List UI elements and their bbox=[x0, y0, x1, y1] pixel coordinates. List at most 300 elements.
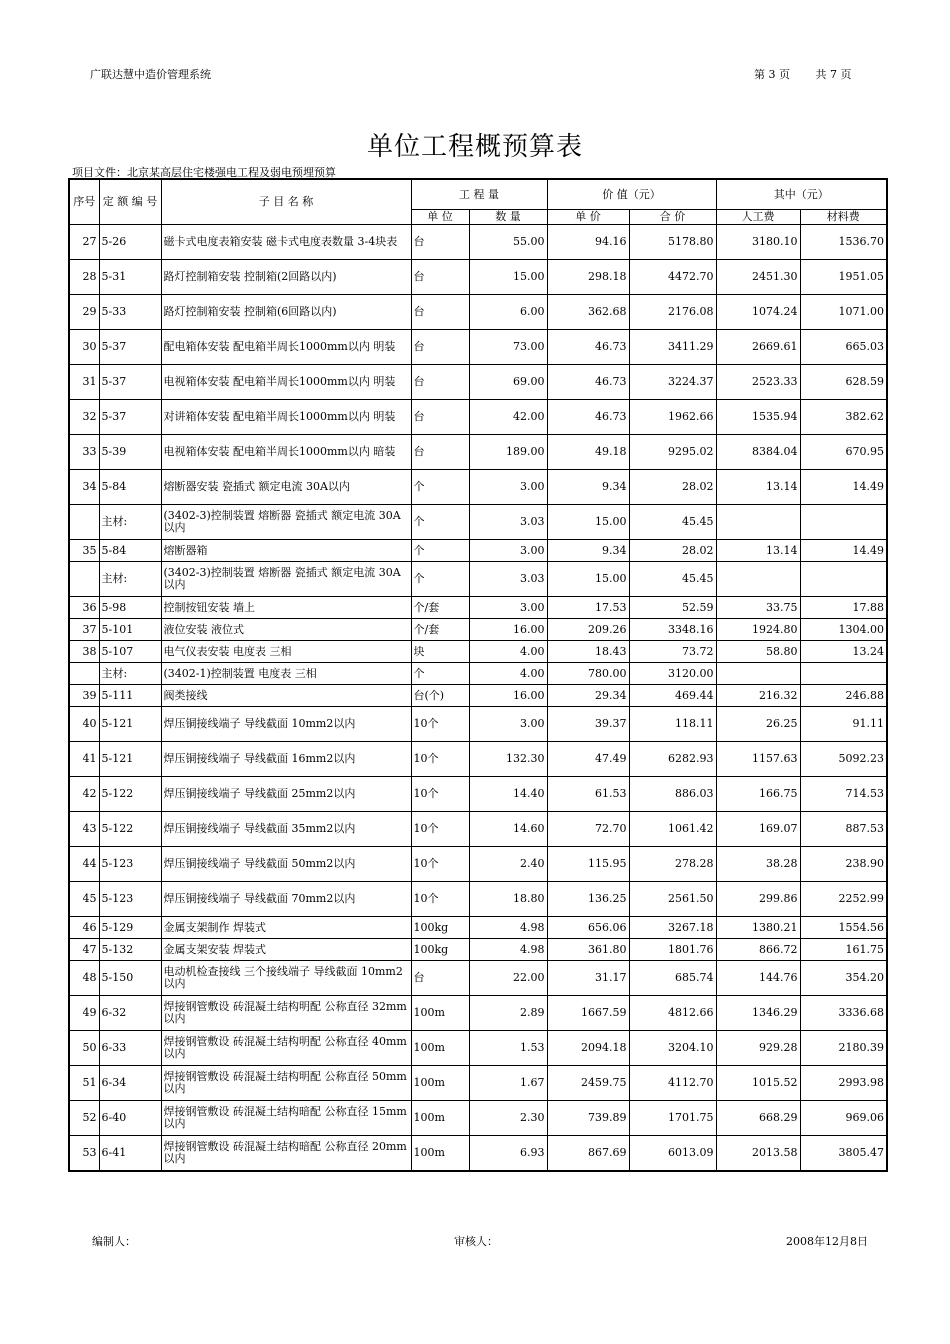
project-file: 项目文件：北京某高层住宅楼强电工程及弱电预埋预算 bbox=[72, 166, 336, 179]
row-total: 45.45 bbox=[629, 562, 716, 597]
row-material bbox=[800, 663, 887, 685]
row-name: 焊压铜接线端子 导线截面 50mm2以内 bbox=[161, 847, 411, 882]
row-qty: 16.00 bbox=[469, 685, 547, 707]
row-unit: 100kg bbox=[411, 939, 469, 961]
row-seq: 33 bbox=[69, 435, 99, 470]
row-labor: 2669.61 bbox=[716, 330, 800, 365]
row-price: 17.53 bbox=[547, 597, 629, 619]
row-unit: 块 bbox=[411, 641, 469, 663]
row-total: 3348.16 bbox=[629, 619, 716, 641]
row-unit: 台 bbox=[411, 400, 469, 435]
row-seq: 46 bbox=[69, 917, 99, 939]
row-name: 金属支架安装 焊装式 bbox=[161, 939, 411, 961]
row-material: 3336.68 bbox=[800, 996, 887, 1031]
system-name: 广联达慧中造价管理系统 bbox=[90, 68, 211, 81]
row-total: 3411.29 bbox=[629, 330, 716, 365]
row-material: 1304.00 bbox=[800, 619, 887, 641]
budget-table bbox=[68, 178, 888, 1172]
row-labor: 144.76 bbox=[716, 961, 800, 996]
row-unit: 10个 bbox=[411, 812, 469, 847]
row-material: 969.06 bbox=[800, 1101, 887, 1136]
row-code: 5-132 bbox=[99, 939, 161, 961]
row-seq: 27 bbox=[69, 225, 99, 260]
row-unit: 个/套 bbox=[411, 619, 469, 641]
row-code: 主材: bbox=[99, 663, 161, 685]
row-code: 6-33 bbox=[99, 1031, 161, 1066]
row-total: 5178.80 bbox=[629, 225, 716, 260]
row-total: 3224.37 bbox=[629, 365, 716, 400]
row-material: 17.88 bbox=[800, 597, 887, 619]
row-unit: 台 bbox=[411, 961, 469, 996]
row-total: 9295.02 bbox=[629, 435, 716, 470]
table-row bbox=[69, 777, 887, 812]
row-seq: 38 bbox=[69, 641, 99, 663]
row-price: 136.25 bbox=[547, 882, 629, 917]
row-unit: 100m bbox=[411, 1101, 469, 1136]
row-total: 3120.00 bbox=[629, 663, 716, 685]
row-name: 金属支架制作 焊装式 bbox=[161, 917, 411, 939]
row-material: 2993.98 bbox=[800, 1066, 887, 1101]
row-price: 9.34 bbox=[547, 470, 629, 505]
row-labor: 33.75 bbox=[716, 597, 800, 619]
row-seq: 44 bbox=[69, 847, 99, 882]
row-unit: 个 bbox=[411, 562, 469, 597]
row-name: 熔断器箱 bbox=[161, 540, 411, 562]
row-material: 14.49 bbox=[800, 470, 887, 505]
table-row bbox=[69, 1136, 887, 1172]
row-total: 6013.09 bbox=[629, 1136, 716, 1172]
row-price: 780.00 bbox=[547, 663, 629, 685]
row-code: 5-122 bbox=[99, 812, 161, 847]
row-price: 739.89 bbox=[547, 1101, 629, 1136]
row-qty: 189.00 bbox=[469, 435, 547, 470]
row-total: 1701.75 bbox=[629, 1101, 716, 1136]
row-code: 5-33 bbox=[99, 295, 161, 330]
col-code: 定 额 编 号 bbox=[99, 179, 161, 225]
table-row bbox=[69, 939, 887, 961]
row-unit: 100m bbox=[411, 1136, 469, 1172]
row-material: 1951.05 bbox=[800, 260, 887, 295]
row-code: 5-101 bbox=[99, 619, 161, 641]
row-price: 361.80 bbox=[547, 939, 629, 961]
row-labor: 1346.29 bbox=[716, 996, 800, 1031]
row-code: 5-37 bbox=[99, 365, 161, 400]
row-price: 15.00 bbox=[547, 562, 629, 597]
row-total: 2176.08 bbox=[629, 295, 716, 330]
row-price: 46.73 bbox=[547, 330, 629, 365]
row-qty: 3.00 bbox=[469, 707, 547, 742]
row-material: 238.90 bbox=[800, 847, 887, 882]
table-row bbox=[69, 295, 887, 330]
row-qty: 2.40 bbox=[469, 847, 547, 882]
row-code: 5-121 bbox=[99, 742, 161, 777]
row-total: 4812.66 bbox=[629, 996, 716, 1031]
row-labor: 1535.94 bbox=[716, 400, 800, 435]
row-qty: 14.40 bbox=[469, 777, 547, 812]
row-qty: 55.00 bbox=[469, 225, 547, 260]
row-code: 5-31 bbox=[99, 260, 161, 295]
row-unit: 台 bbox=[411, 435, 469, 470]
row-unit: 100kg bbox=[411, 917, 469, 939]
row-material: 2252.99 bbox=[800, 882, 887, 917]
row-qty: 3.00 bbox=[469, 540, 547, 562]
table-row bbox=[69, 882, 887, 917]
row-labor: 58.80 bbox=[716, 641, 800, 663]
row-name: 对讲箱体安装 配电箱半周长1000mm以内 明装 bbox=[161, 400, 411, 435]
table-row bbox=[69, 365, 887, 400]
row-total: 1801.76 bbox=[629, 939, 716, 961]
row-unit: 个 bbox=[411, 505, 469, 540]
row-code: 5-107 bbox=[99, 641, 161, 663]
row-price: 298.18 bbox=[547, 260, 629, 295]
row-seq: 29 bbox=[69, 295, 99, 330]
table-row bbox=[69, 225, 887, 260]
row-total: 52.59 bbox=[629, 597, 716, 619]
row-price: 867.69 bbox=[547, 1136, 629, 1172]
table-row bbox=[69, 1031, 887, 1066]
row-price: 1667.59 bbox=[547, 996, 629, 1031]
table-row bbox=[69, 847, 887, 882]
col-labor: 人工费 bbox=[716, 210, 800, 225]
row-seq bbox=[69, 562, 99, 597]
row-code: 5-129 bbox=[99, 917, 161, 939]
row-price: 18.43 bbox=[547, 641, 629, 663]
table-row bbox=[69, 742, 887, 777]
row-unit: 100m bbox=[411, 1031, 469, 1066]
col-name: 子 目 名 称 bbox=[161, 179, 411, 225]
row-code: 主材: bbox=[99, 562, 161, 597]
row-qty: 69.00 bbox=[469, 365, 547, 400]
row-material: 2180.39 bbox=[800, 1031, 887, 1066]
row-labor: 8384.04 bbox=[716, 435, 800, 470]
row-labor bbox=[716, 505, 800, 540]
compiler-label: 编制人： bbox=[92, 1235, 136, 1248]
row-code: 5-150 bbox=[99, 961, 161, 996]
row-qty: 4.98 bbox=[469, 939, 547, 961]
row-material: 1554.56 bbox=[800, 917, 887, 939]
row-name: 磁卡式电度表箱安装 磁卡式电度表数量 3-4块表 bbox=[161, 225, 411, 260]
table-row bbox=[69, 435, 887, 470]
col-material: 材料费 bbox=[800, 210, 887, 225]
table-row bbox=[69, 641, 887, 663]
row-material: 382.62 bbox=[800, 400, 887, 435]
table-row bbox=[69, 812, 887, 847]
row-qty: 42.00 bbox=[469, 400, 547, 435]
row-name: 焊压铜接线端子 导线截面 10mm2以内 bbox=[161, 707, 411, 742]
row-seq: 41 bbox=[69, 742, 99, 777]
row-material bbox=[800, 562, 887, 597]
row-code: 5-123 bbox=[99, 847, 161, 882]
row-total: 1962.66 bbox=[629, 400, 716, 435]
table-row bbox=[69, 961, 887, 996]
row-seq: 37 bbox=[69, 619, 99, 641]
row-price: 94.16 bbox=[547, 225, 629, 260]
row-qty: 4.98 bbox=[469, 917, 547, 939]
row-labor: 26.25 bbox=[716, 707, 800, 742]
row-qty: 73.00 bbox=[469, 330, 547, 365]
row-seq: 34 bbox=[69, 470, 99, 505]
col-amount: 数 量 bbox=[469, 210, 547, 225]
row-code: 5-84 bbox=[99, 470, 161, 505]
row-qty: 2.30 bbox=[469, 1101, 547, 1136]
row-code: 6-41 bbox=[99, 1136, 161, 1172]
row-code: 5-26 bbox=[99, 225, 161, 260]
row-code: 5-37 bbox=[99, 330, 161, 365]
row-name: 路灯控制箱安装 控制箱(6回路以内) bbox=[161, 295, 411, 330]
table-row bbox=[69, 540, 887, 562]
row-unit: 台 bbox=[411, 225, 469, 260]
row-name: 熔断器安装 瓷插式 额定电流 30A以内 bbox=[161, 470, 411, 505]
row-qty: 6.00 bbox=[469, 295, 547, 330]
row-total: 2561.50 bbox=[629, 882, 716, 917]
row-name: 焊压铜接线端子 导线截面 25mm2以内 bbox=[161, 777, 411, 812]
row-name: 焊接钢管敷设 砖混凝土结构明配 公称直径 32mm以内 bbox=[161, 996, 411, 1031]
row-total: 28.02 bbox=[629, 540, 716, 562]
row-name: 电视箱体安装 配电箱半周长1000mm以内 暗装 bbox=[161, 435, 411, 470]
row-material: 5092.23 bbox=[800, 742, 887, 777]
row-material: 670.95 bbox=[800, 435, 887, 470]
row-price: 115.95 bbox=[547, 847, 629, 882]
row-name: 路灯控制箱安装 控制箱(2回路以内) bbox=[161, 260, 411, 295]
row-labor: 3180.10 bbox=[716, 225, 800, 260]
row-total: 886.03 bbox=[629, 777, 716, 812]
page-total: 共 7 页 bbox=[815, 68, 852, 81]
row-material: 161.75 bbox=[800, 939, 887, 961]
row-name: 焊压铜接线端子 导线截面 16mm2以内 bbox=[161, 742, 411, 777]
table-row bbox=[69, 1101, 887, 1136]
row-name: 阀类接线 bbox=[161, 685, 411, 707]
row-qty: 3.00 bbox=[469, 470, 547, 505]
row-unit: 台 bbox=[411, 295, 469, 330]
row-labor: 1924.80 bbox=[716, 619, 800, 641]
row-material: 91.11 bbox=[800, 707, 887, 742]
row-total: 4472.70 bbox=[629, 260, 716, 295]
row-labor: 13.14 bbox=[716, 470, 800, 505]
row-name: 焊接钢管敷设 砖混凝土结构明配 公称直径 40mm以内 bbox=[161, 1031, 411, 1066]
row-code: 6-40 bbox=[99, 1101, 161, 1136]
row-unit: 个/套 bbox=[411, 597, 469, 619]
row-code: 5-123 bbox=[99, 882, 161, 917]
row-material: 3805.47 bbox=[800, 1136, 887, 1172]
row-seq: 30 bbox=[69, 330, 99, 365]
row-unit: 10个 bbox=[411, 742, 469, 777]
table-row bbox=[69, 996, 887, 1031]
row-seq: 36 bbox=[69, 597, 99, 619]
row-total: 3267.18 bbox=[629, 917, 716, 939]
row-code: 5-122 bbox=[99, 777, 161, 812]
row-total: 469.44 bbox=[629, 685, 716, 707]
row-unit: 10个 bbox=[411, 847, 469, 882]
row-unit: 台(个) bbox=[411, 685, 469, 707]
table-row bbox=[69, 685, 887, 707]
row-seq: 28 bbox=[69, 260, 99, 295]
row-material: 887.53 bbox=[800, 812, 887, 847]
row-labor: 13.14 bbox=[716, 540, 800, 562]
row-unit: 台 bbox=[411, 330, 469, 365]
row-qty: 22.00 bbox=[469, 961, 547, 996]
row-seq: 43 bbox=[69, 812, 99, 847]
row-qty: 1.67 bbox=[469, 1066, 547, 1101]
row-code: 5-111 bbox=[99, 685, 161, 707]
col-sub-group: 其中（元） bbox=[716, 179, 887, 210]
row-price: 656.06 bbox=[547, 917, 629, 939]
row-labor: 2451.30 bbox=[716, 260, 800, 295]
row-name: 焊接钢管敷设 砖混凝土结构暗配 公称直径 15mm以内 bbox=[161, 1101, 411, 1136]
row-qty: 4.00 bbox=[469, 663, 547, 685]
row-name: 焊接钢管敷设 砖混凝土结构暗配 公称直径 20mm以内 bbox=[161, 1136, 411, 1172]
row-qty: 14.60 bbox=[469, 812, 547, 847]
row-labor: 1015.52 bbox=[716, 1066, 800, 1101]
row-total: 278.28 bbox=[629, 847, 716, 882]
row-material: 714.53 bbox=[800, 777, 887, 812]
row-labor: 169.07 bbox=[716, 812, 800, 847]
row-price: 15.00 bbox=[547, 505, 629, 540]
row-seq: 49 bbox=[69, 996, 99, 1031]
row-seq: 31 bbox=[69, 365, 99, 400]
row-labor: 1380.21 bbox=[716, 917, 800, 939]
row-total: 685.74 bbox=[629, 961, 716, 996]
row-seq: 45 bbox=[69, 882, 99, 917]
row-price: 2459.75 bbox=[547, 1066, 629, 1101]
row-unit: 台 bbox=[411, 260, 469, 295]
row-qty: 3.03 bbox=[469, 505, 547, 540]
row-unit: 台 bbox=[411, 365, 469, 400]
row-seq: 32 bbox=[69, 400, 99, 435]
row-code: 6-34 bbox=[99, 1066, 161, 1101]
row-qty: 2.89 bbox=[469, 996, 547, 1031]
row-price: 2094.18 bbox=[547, 1031, 629, 1066]
row-code: 5-39 bbox=[99, 435, 161, 470]
row-price: 209.26 bbox=[547, 619, 629, 641]
table-row bbox=[69, 663, 887, 685]
table-row bbox=[69, 260, 887, 295]
row-total: 1061.42 bbox=[629, 812, 716, 847]
row-unit: 10个 bbox=[411, 707, 469, 742]
row-unit: 10个 bbox=[411, 882, 469, 917]
row-price: 46.73 bbox=[547, 365, 629, 400]
row-price: 72.70 bbox=[547, 812, 629, 847]
row-labor: 299.86 bbox=[716, 882, 800, 917]
row-qty: 15.00 bbox=[469, 260, 547, 295]
col-seq: 序号 bbox=[69, 179, 99, 225]
table-row bbox=[69, 330, 887, 365]
row-unit: 100m bbox=[411, 1066, 469, 1101]
row-name: 控制按钮安装 墙上 bbox=[161, 597, 411, 619]
row-name: 焊压铜接线端子 导线截面 70mm2以内 bbox=[161, 882, 411, 917]
row-total: 28.02 bbox=[629, 470, 716, 505]
row-seq: 48 bbox=[69, 961, 99, 996]
row-seq: 42 bbox=[69, 777, 99, 812]
row-seq: 52 bbox=[69, 1101, 99, 1136]
row-seq: 39 bbox=[69, 685, 99, 707]
row-total: 6282.93 bbox=[629, 742, 716, 777]
row-seq bbox=[69, 663, 99, 685]
row-name: 配电箱体安装 配电箱半周长1000mm以内 明装 bbox=[161, 330, 411, 365]
page-number: 第 3 页 bbox=[754, 68, 790, 81]
row-seq: 40 bbox=[69, 707, 99, 742]
row-material: 354.20 bbox=[800, 961, 887, 996]
row-unit: 100m bbox=[411, 996, 469, 1031]
row-unit: 10个 bbox=[411, 777, 469, 812]
reviewer-label: 审核人： bbox=[454, 1235, 498, 1248]
row-price: 61.53 bbox=[547, 777, 629, 812]
table-row bbox=[69, 619, 887, 641]
row-seq bbox=[69, 505, 99, 540]
table-row bbox=[69, 505, 887, 540]
row-labor: 38.28 bbox=[716, 847, 800, 882]
row-qty: 3.00 bbox=[469, 597, 547, 619]
table-row bbox=[69, 707, 887, 742]
col-total: 合 价 bbox=[629, 210, 716, 225]
col-price: 单 价 bbox=[547, 210, 629, 225]
row-seq: 51 bbox=[69, 1066, 99, 1101]
row-labor: 166.75 bbox=[716, 777, 800, 812]
row-material: 14.49 bbox=[800, 540, 887, 562]
page-indicator bbox=[754, 66, 856, 82]
col-qty-group: 工 程 量 bbox=[411, 179, 547, 210]
row-name: 电动机检查接线 三个接线端子 导线截面 10mm2以内 bbox=[161, 961, 411, 996]
row-seq: 50 bbox=[69, 1031, 99, 1066]
row-labor bbox=[716, 562, 800, 597]
row-labor: 1074.24 bbox=[716, 295, 800, 330]
row-material: 246.88 bbox=[800, 685, 887, 707]
row-unit: 个 bbox=[411, 663, 469, 685]
row-name: (3402-3)控制装置 熔断器 瓷插式 额定电流 30A以内 bbox=[161, 505, 411, 540]
row-code: 主材: bbox=[99, 505, 161, 540]
row-price: 9.34 bbox=[547, 540, 629, 562]
row-material: 665.03 bbox=[800, 330, 887, 365]
row-seq: 35 bbox=[69, 540, 99, 562]
row-price: 29.34 bbox=[547, 685, 629, 707]
row-name: 焊压铜接线端子 导线截面 35mm2以内 bbox=[161, 812, 411, 847]
row-qty: 1.53 bbox=[469, 1031, 547, 1066]
row-name: 焊接钢管敷设 砖混凝土结构明配 公称直径 50mm以内 bbox=[161, 1066, 411, 1101]
row-labor: 929.28 bbox=[716, 1031, 800, 1066]
row-unit: 个 bbox=[411, 470, 469, 505]
row-price: 39.37 bbox=[547, 707, 629, 742]
row-price: 362.68 bbox=[547, 295, 629, 330]
row-name: 电视箱体安装 配电箱半周长1000mm以内 明装 bbox=[161, 365, 411, 400]
row-material bbox=[800, 505, 887, 540]
row-qty: 132.30 bbox=[469, 742, 547, 777]
row-name: 电气仪表安装 电度表 三相 bbox=[161, 641, 411, 663]
row-qty: 3.03 bbox=[469, 562, 547, 597]
table-row bbox=[69, 597, 887, 619]
row-code: 6-32 bbox=[99, 996, 161, 1031]
row-material: 1071.00 bbox=[800, 295, 887, 330]
page-title: 单位工程概预算表 bbox=[366, 132, 583, 162]
col-value-group: 价 值（元） bbox=[547, 179, 716, 210]
row-seq: 53 bbox=[69, 1136, 99, 1172]
row-seq: 47 bbox=[69, 939, 99, 961]
row-qty: 16.00 bbox=[469, 619, 547, 641]
row-price: 47.49 bbox=[547, 742, 629, 777]
row-total: 45.45 bbox=[629, 505, 716, 540]
row-material: 1536.70 bbox=[800, 225, 887, 260]
row-labor: 668.29 bbox=[716, 1101, 800, 1136]
row-price: 46.73 bbox=[547, 400, 629, 435]
table-row bbox=[69, 917, 887, 939]
row-total: 73.72 bbox=[629, 641, 716, 663]
row-code: 5-98 bbox=[99, 597, 161, 619]
row-name: 液位安装 液位式 bbox=[161, 619, 411, 641]
report-date: 2008年12月8日 bbox=[786, 1235, 868, 1248]
row-qty: 18.80 bbox=[469, 882, 547, 917]
row-total: 118.11 bbox=[629, 707, 716, 742]
table-row bbox=[69, 470, 887, 505]
row-total: 4112.70 bbox=[629, 1066, 716, 1101]
row-labor bbox=[716, 663, 800, 685]
